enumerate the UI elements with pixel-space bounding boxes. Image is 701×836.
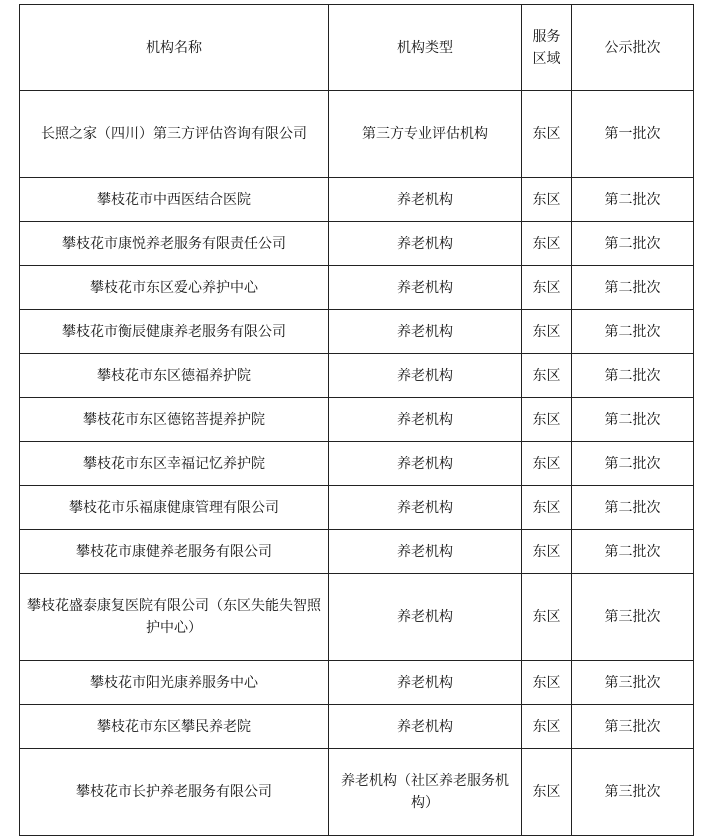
header-type: 机构类型 [329,5,522,91]
cell-batch: 第二批次 [572,222,694,266]
cell-type: 养老机构 [329,266,522,310]
cell-type: 养老机构 [329,442,522,486]
table-header-row [20,5,694,91]
cell-batch: 第二批次 [572,310,694,354]
table-row [20,530,694,574]
cell-area: 东区 [522,178,572,222]
cell-batch: 第二批次 [572,398,694,442]
cell-name: 攀枝花市东区德福养护院 [20,354,329,398]
cell-batch: 第一批次 [572,91,694,178]
table-row [20,178,694,222]
table-row [20,354,694,398]
cell-area: 东区 [522,530,572,574]
cell-name: 攀枝花市中西医结合医院 [20,178,329,222]
cell-batch: 第三批次 [572,574,694,661]
cell-type: 养老机构 [329,705,522,749]
cell-name: 攀枝花市东区攀民养老院 [20,705,329,749]
table-row [20,91,694,178]
cell-name: 攀枝花市衡辰健康养老服务有限公司 [20,310,329,354]
cell-type: 第三方专业评估机构 [329,91,522,178]
cell-name: 攀枝花市东区德铭菩提养护院 [20,398,329,442]
cell-area: 东区 [522,310,572,354]
cell-name: 攀枝花市阳光康养服务中心 [20,661,329,705]
table-row [20,486,694,530]
cell-name: 攀枝花市康悦养老服务有限责任公司 [20,222,329,266]
cell-batch: 第二批次 [572,442,694,486]
cell-batch: 第三批次 [572,749,694,836]
cell-area: 东区 [522,574,572,661]
cell-type: 养老机构 [329,354,522,398]
cell-type: 养老机构 [329,398,522,442]
table-row [20,574,694,661]
cell-name: 攀枝花市康健养老服务有限公司 [20,530,329,574]
cell-batch: 第三批次 [572,705,694,749]
institution-table [19,4,694,836]
cell-batch: 第二批次 [572,530,694,574]
cell-batch: 第二批次 [572,178,694,222]
cell-area: 东区 [522,661,572,705]
cell-type: 养老机构 [329,530,522,574]
table-row [20,266,694,310]
header-area: 服务区域 [522,5,572,91]
cell-type: 养老机构 [329,178,522,222]
cell-area: 东区 [522,266,572,310]
cell-batch: 第二批次 [572,266,694,310]
cell-area: 东区 [522,749,572,836]
table-row [20,442,694,486]
cell-name: 攀枝花市长护养老服务有限公司 [20,749,329,836]
cell-type: 养老机构 [329,486,522,530]
cell-type: 养老机构 [329,661,522,705]
cell-batch: 第二批次 [572,354,694,398]
table-row [20,661,694,705]
cell-type: 养老机构 [329,222,522,266]
table-row [20,398,694,442]
table-row [20,222,694,266]
header-name: 机构名称 [20,5,329,91]
cell-type: 养老机构 [329,310,522,354]
cell-name: 攀枝花市乐福康健康管理有限公司 [20,486,329,530]
cell-area: 东区 [522,354,572,398]
cell-batch: 第二批次 [572,486,694,530]
table-row [20,749,694,836]
cell-name: 攀枝花市东区幸福记忆养护院 [20,442,329,486]
cell-area: 东区 [522,222,572,266]
cell-name: 攀枝花市东区爱心养护中心 [20,266,329,310]
cell-area: 东区 [522,442,572,486]
cell-batch: 第三批次 [572,661,694,705]
cell-area: 东区 [522,705,572,749]
table-row [20,705,694,749]
cell-area: 东区 [522,398,572,442]
cell-area: 东区 [522,486,572,530]
cell-name: 攀枝花盛泰康复医院有限公司（东区失能失智照护中心） [20,574,329,661]
cell-area: 东区 [522,91,572,178]
cell-type: 养老机构 [329,574,522,661]
table-row [20,310,694,354]
header-batch: 公示批次 [572,5,694,91]
cell-type: 养老机构（社区养老服务机构） [329,749,522,836]
cell-name: 长照之家（四川）第三方评估咨询有限公司 [20,91,329,178]
